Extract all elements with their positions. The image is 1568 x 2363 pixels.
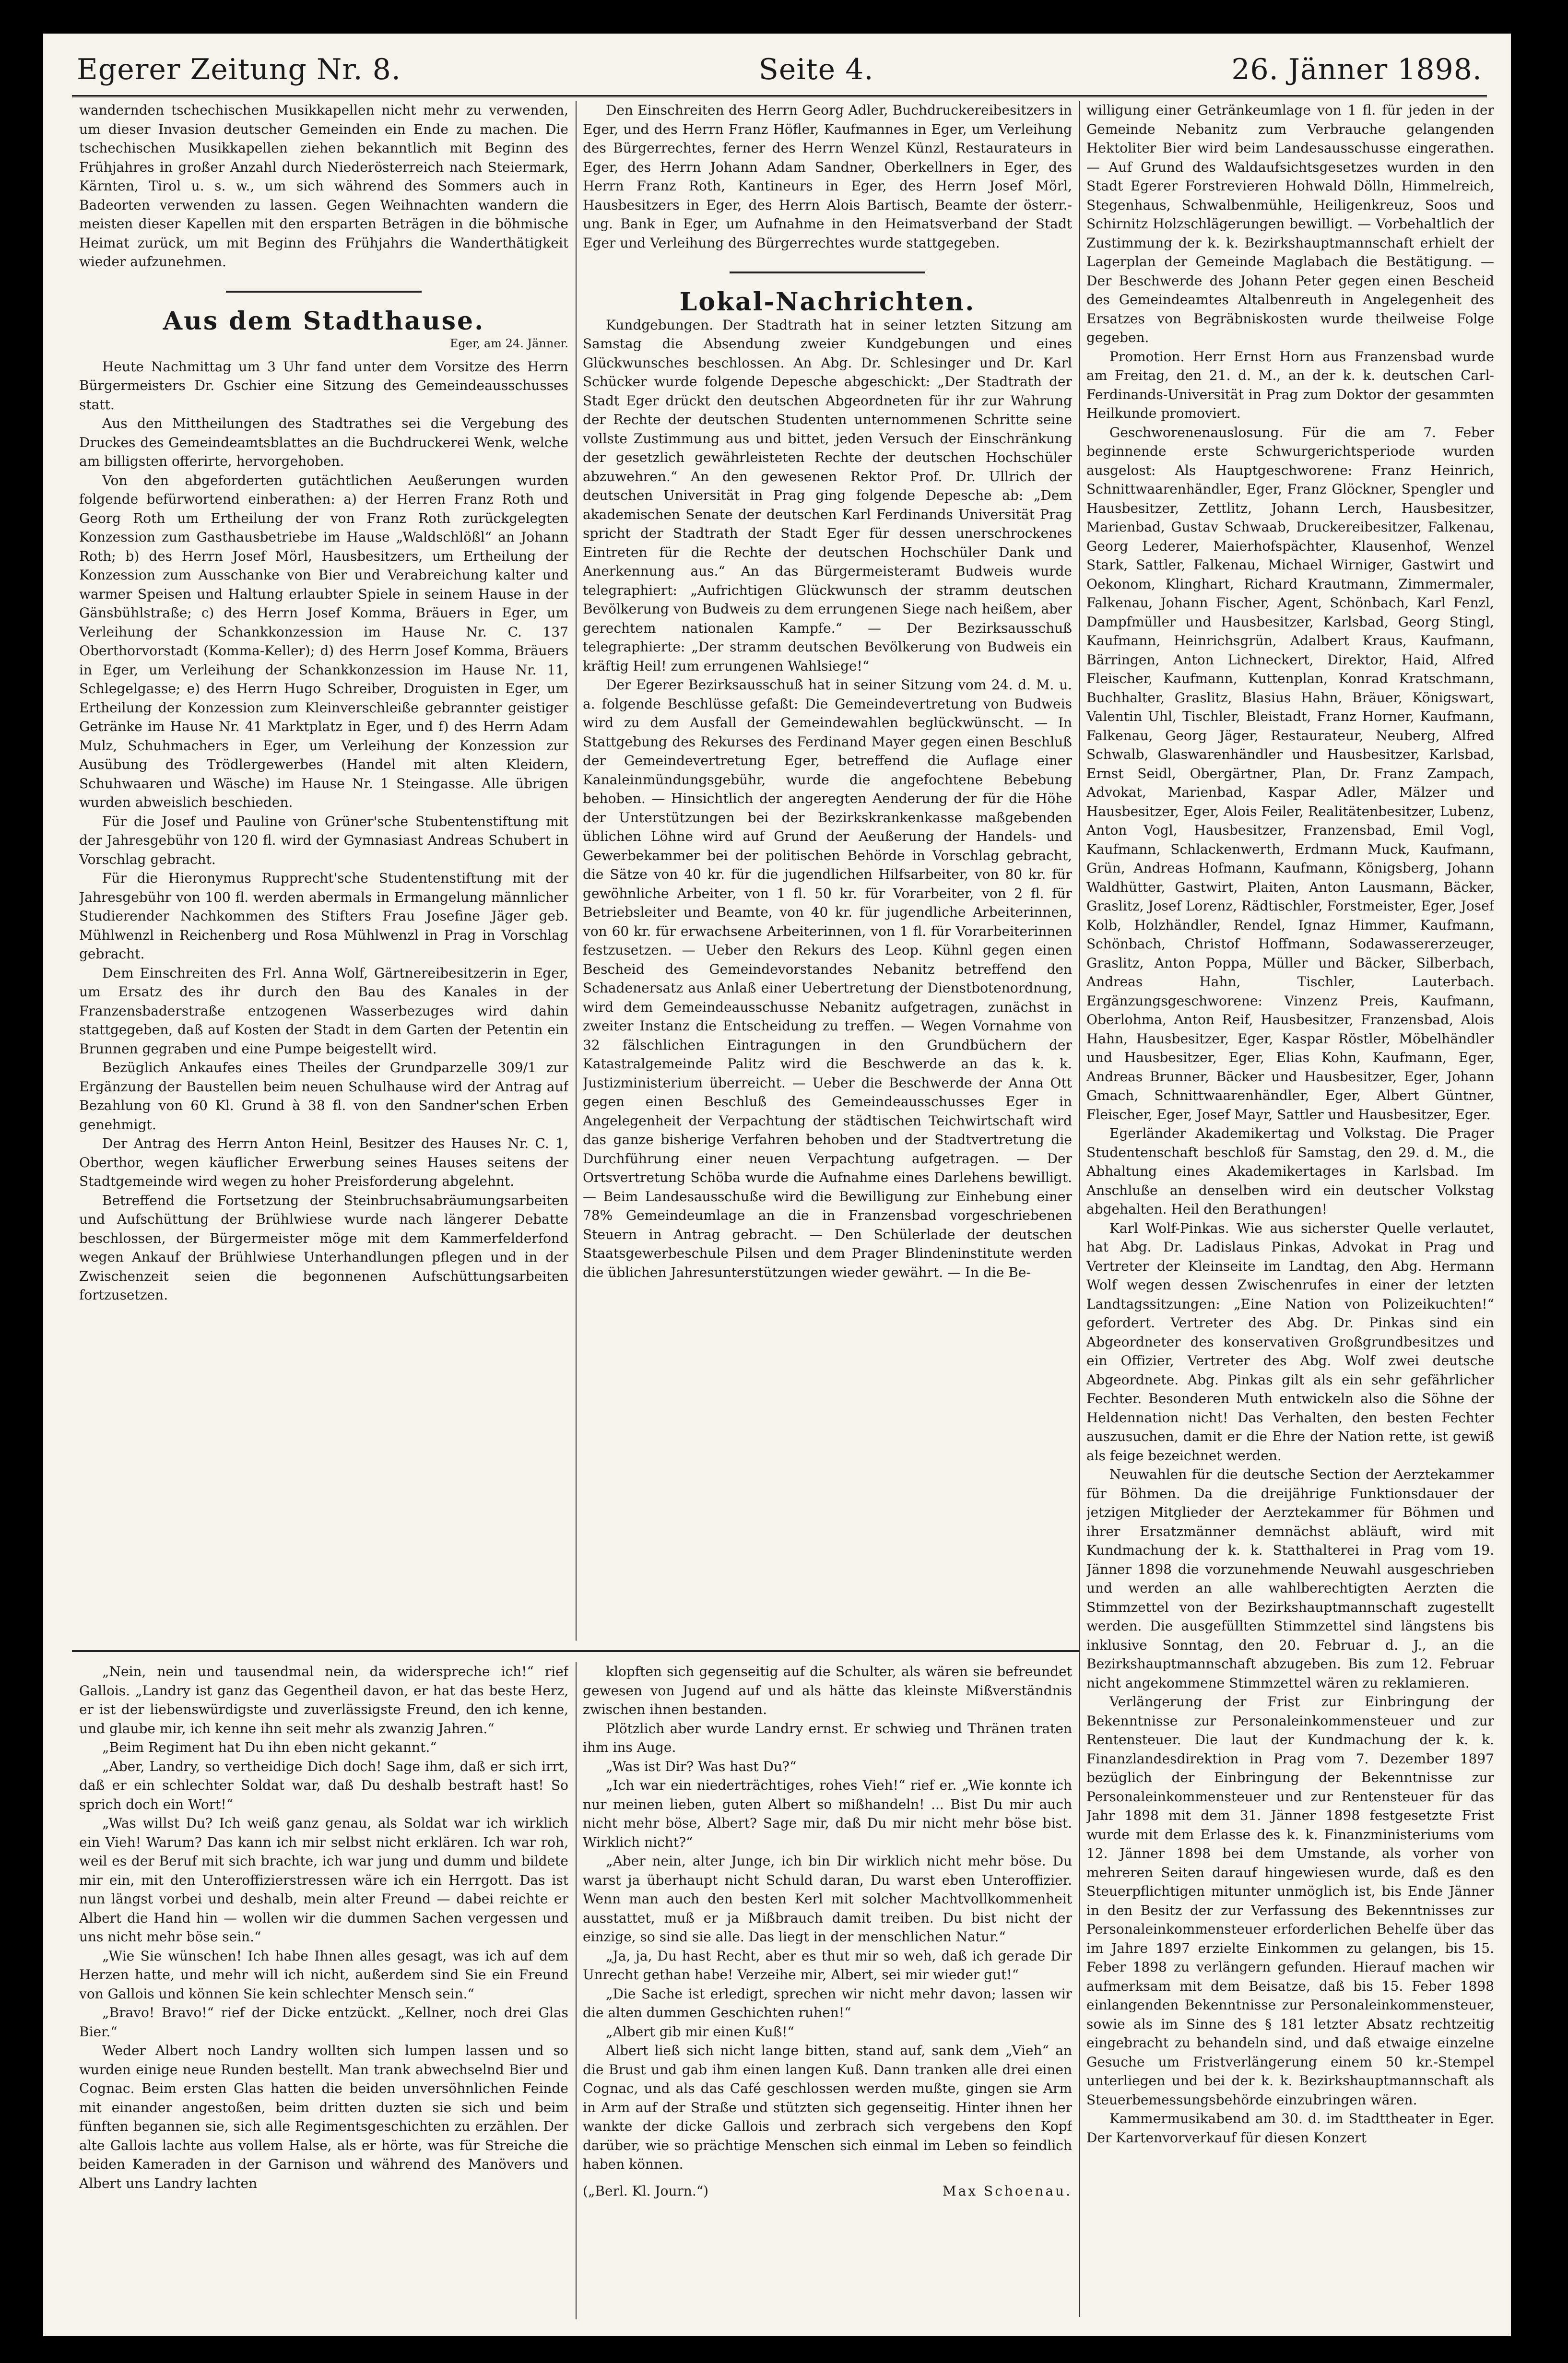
issue-date: 26. Jänner 1898. (1231, 53, 1482, 86)
paragraph: Von den abgeforderten gutächtlichen Aeußerungen wurden folgende befürwortend einberathen: a) der Herren Franz Roth und Georg Roth um Ertheilung der von Franz Roth zurückgelegten Konzession zum Gasthausbetriebe im Hause „Waldschlößl“ an Johann Roth; b) des Herrn Josef Mörl, Hausbesitzers, um Ertheilung der Konzession zum Ausschanke von Bier und Verabreichung kalter und warmer Speisen und Haltung erlaubter Spiele in seinem Hause in der Gänsbühlstraße; c) des Herrn Josef Komma, Bräuers in Eger, um Verleihung der Schankkonzession im Hause Nr. C. 137 Oberthorvorstadt (Komma-Keller); d) des Herrn Josef Komma, Bräuers in Eger, um Verleihung der Schankkonzession im Hause Nr. 11, Schlegelgasse; e) des Herrn Hugo Schreiber, Droguisten in Eger, um Ertheilung der Konzession zum Kleinverschleiße gebrannter geistiger Getränke im Hause Nr. 41 Marktplatz in Eger, und f) des Herrn Adam Mulz, Schuhmachers in Eger, um Verleihung der Konzession zur Ausübung des Trödlergewerbes (Handel mit alten Kleidern, Schuhwaaren und Wäsche) im Hause Nr. 1 Steingasse. Alle übrigen wurden abweislich beschieden. (79, 472, 568, 810)
paragraph: Kundgebungen. Der Stadtrath hat in seiner letzten Sitzung am Samstag die Absendung zweier Kundgebungen und eines Glückwunsches beschlossen. An Abg. Dr. Schlesinger und Dr. Karl Schücker wurde folgende Depesche abgeschickt: „Der Stadtrath der Stadt Eger drückt den deutschen Abgeordneten für ihr zur Wahrung der Rechte der deutschen Studenten unternommenen Schritte seine vollste Zustimmung aus und bittet, jeden Versuch der Einschränkung der gesetzlich gewährleisteten Rechte der deutschen Hochschüler abzuwehren.“ An den gewesenen Rektor Prof. Dr. Ullrich der deutschen Universität in Prag ging folgende Depesche ab: „Dem akademischen Senate der deutschen Karl Ferdinands Universität Prag spricht der Stadtrath der Stadt Eger für dessen unerschrockenes Eintreten für die Rechte der deutschen Hochschüler Dank und Anerkennung aus.“ An das Bürgermeisteramt Budweis wurde telegraphiert: „Aufrichtigen Glückwunsch der stramm deutschen Bevölkerung von Budweis zu dem errungenen Siege nach heißem, aber gerechtem nationalen Kampfe.“ — Der Bezirksausschuß telegraphierte: „Der stramm deutschen Bevölkerung von Budweis ein kräftig Heil! zum errungenen Wahlsiege!“ (583, 317, 1072, 674)
feuilleton-paragraph: „Wie Sie wünschen! Ich habe Ihnen alles gesagt, was ich auf dem Herzen hatte, und mehr will ich nicht, außerdem sind Sie ein Freund von Gallois und können Sie kein schlechter Mensch sein.“ (79, 1948, 568, 2002)
article-separator (226, 291, 422, 293)
feuilleton-paragraph: Plötzlich aber wurde Landry ernst. Er schwieg und Thränen traten ihm ins Auge. (583, 1720, 1072, 1755)
dateline: Eger, am 24. Jänner. (449, 337, 568, 350)
paragraph: Verlängerung der Frist zur Einbringung der Bekenntnisse zur Personaleinkommensteuer und zur Rentensteuer. Die laut der Kundmachung der k. k. Finanzlandesdirektion in Prag vom 7. Dezember 1897 bezüglich der Einbringung der Bekenntnisse zur Personaleinkommensteuer und zur Rentensteuer für das Jahr 1898 mit dem 31. Jänner 1898 festgesetzte Frist wurde mit dem Erlasse des k. k. Finanzministeriums vom 12. Jänner 1898 bei dem Umstande, als vorher von mehreren Seiten darauf hingewiesen wurde, daß es den Steuerpflichtigen mitunter unmöglich ist, bis Ende Jänner in den Besitz der zur Verfassung des Bekenntnisses zur Personaleinkommensteuer erforderlichen Behelfe über das im Jahre 1897 erzielte Einkommen zu gelangen, bis 15. Feber 1898 zu verlängern gefunden. Hierauf machen wir aufmerksam mit dem Beisatze, daß bis 15. Feber 1898 einlangenden Bekenntnisse zur Personaleinkommensteuer, sowie als im Sinne des § 181 letzter Absatz rechtzeitig eingebracht zu behandeln sind, und daß etwaige einzelne Gesuche um Fristverlängerung einem 50 kr.-Stempel unterliegen und bei der k. k. Bezirkshauptmannschaft als Steuerbemessungsbehörde einzubringen wären. (1086, 1694, 1494, 2108)
paragraph: Heute Nachmittag um 3 Uhr fand unter dem Vorsitze des Herrn Bürgermeisters Dr. Gschier eine Sitzung des Gemeindeausschusses statt. (79, 358, 568, 413)
feuilleton-rule (72, 1650, 1079, 1652)
feuilleton-paragraph: „Aber, Landry, so vertheidige Dich doch! Sage ihm, daß er sich irrt, daß er ein schlechter Soldat war, daß Du deshalb bestraft hast! So sprich doch ein Wort!“ (79, 1758, 568, 1812)
paragraph: Für die Josef und Pauline von Grüner'sche Stubentenstiftung mit der Jahresgebühr von 120 fl. wird der Gymnasiast Andreas Schubert in Vorschlag gebracht. (79, 813, 568, 867)
feuilleton-paragraph: klopften sich gegenseitig auf die Schulter, als wären sie befreundet gewesen von Jugend auf und als hätte das kleinste Mißverständnis zwischen ihnen bestanden. (583, 1664, 1072, 1717)
paragraph: Neuwahlen für die deutsche Section der Aerztekammer für Böhmen. Da die dreijährige Funktionsdauer der jetzigen Mitglieder der Aerztekammer für Böhmen und ihrer Ersatzmänner demnächst abläuft, wird mit Kundmachung der k. k. Statthalterei in Prag vom 19. Jänner 1898 die vorzunehmende Neuwahl ausgeschrieben und werden an alle wahlberechtigten Aerzten die Stimmzettel von der Bezirkshauptmannschaft zugestellt werden. Die ausgefüllten Stimmzettel sind längstens bis inklusive Sonntag, den 20. Februar d. J., an die Bezirkshauptmannschaft abzugeben. Bis zum 12. Februar nicht angekommene Stimmzettel wären zu reklamieren. (1086, 1466, 1494, 1691)
paragraph: Betreffend die Fortsetzung der Steinbruchsabräumungsarbeiten und Aufschüttung der Brühlwiese wurde nach längerer Debatte beschlossen, der Bürgermeister möge mit dem Kammerfelderfond wegen Ankauf der Brühlwiese Unterhandlungen pflegen und in der Zwischenzeit seien die begonnenen Aufschüttungsarbeiten fortzusetzen. (79, 1192, 568, 1303)
feuilleton-column-2 (583, 1662, 1072, 2319)
paragraph: Für die Hieronymus Rupprecht'sche Studentenstiftung mit der Jahresgebühr von 100 fl. werden abermals in Ermangelung männlicher Studierender Nachkommen des Stifters Frau Josefine Jäger geb. Mühlwenzl in Reichenberg und Rosa Mühlwenzl in Prag in Vorschlag gebracht. (79, 870, 568, 962)
paragraph: Promotion. Herr Ernst Horn aus Franzensbad wurde am Freitag, den 21. d. M., an der k. k. deutschen Carl-Ferdinands-Universität in Prag zum Doktor der gesammten Heilkunde promoviert. (1086, 348, 1494, 421)
feuilleton-paragraph: Albert ließ sich nicht lange bitten, stand auf, sank dem „Vieh“ an die Brust und gab ihm einen langen Kuß. Dann tranken alle drei einen Cognac, und als das Café geschlossen werden mußte, gingen sie Arm in Arm auf der Straße und stützten sich gegenseitig. Hinter ihnen her wankte der dicke Gallois und zerbrach sich vergebens den Kopf darüber, wie so prächtige Menschen sich einmal im Leben so feindlich haben können. (583, 2043, 1072, 2172)
column-rule (576, 1662, 577, 2319)
feuilleton-paragraph: „Was willst Du? Ich weiß ganz genau, als Soldat war ich wirklich ein Vieh! Warum? Das kann ich mir selbst nicht erklären. Ich war roh, weil es der Beruf mit sich brachte, ich war jung und dumm und bildete mir ein, mit den Unteroffizierstressen wäre ich ein Herrgott. Das ist nun längst vorbei und deshalb, mein alter Freund — dabei reichte er Albert die Hand hin — wollen wir die dummen Sachen vergessen und uns nicht mehr böse sein.“ (79, 1815, 568, 1945)
newspaper-page (43, 34, 1511, 2336)
feuilleton-paragraph: „Ich war ein niederträchtiges, rohes Vieh!“ rief er. „Wie konnte ich nur meinen lieben, guten Albert so mißhandeln! ... Bist Du mir auch nicht mehr böse, Albert? Sage mir, daß Du mir nicht mehr böse bist. Wirklich nicht?“ (583, 1777, 1072, 1850)
feuilleton-paragraph: „Beim Regiment hat Du ihn eben nicht gekannt.“ (102, 1739, 437, 1755)
paragraph: Der Antrag des Herrn Anton Heinl, Besitzer des Hauses Nr. C. 1, Oberthor, wegen käuflicher Erwerbung seines Hauses seitens der Stadtgemeinde wird wegen zu hoher Preisforderung abgelehnt. (79, 1135, 568, 1189)
column-1 (79, 101, 568, 1641)
column-3 (1086, 101, 1494, 2317)
feuilleton-paragraph: „Nein, nein und tausendmal nein, da widerspreche ich!“ rief Gallois. „Landry ist ganz das Gegentheil davon, er hat das beste Herz, er ist der liebenswürdigste und zuverlässigste Freund, den ich kenne, und glaube mir, ich kenne ihn seit mehr als zwanzig Jahren.“ (79, 1664, 568, 1737)
paragraph: Egerländer Akademikertag und Volkstag. Die Prager Studentenschaft beschloß für Samstag, den 29. d. M., die Abhaltung eines Akademikertages in Karlsbad. Im Anschluße an denselben wird ein deutscher Volkstag abgehalten. Heil den Berathungen! (1086, 1125, 1494, 1217)
page-header (77, 48, 1482, 91)
article-separator (730, 272, 925, 273)
column-rule (1079, 101, 1080, 2317)
newspaper-title: Egerer Zeitung Nr. 8. (77, 53, 401, 86)
column-rule (576, 101, 577, 1641)
feuilleton-paragraph: Weder Albert noch Landry wollten sich lumpen lassen und so wurden einige neue Runden bestellt. Man trank abwechselnd Bier und Cognac. Beim ersten Glas hatten die beiden unversöhnlichen Feinde mit einander angestoßen, beim dritten duzten sie sich und beim fünften begannen sie, sich alle Regimentsgeschichten zu erzählen. Der alte Gallois lachte aus vollem Halse, als er hörte, was für Streiche die beiden Kameraden in der Garnison und während des Manövers und Albert uns Landry lachten (79, 2043, 568, 2191)
feuilleton-paragraph: „Was ist Dir? Was hast Du?“ (606, 1758, 797, 1774)
paragraph: Bezüglich Ankaufes eines Theiles der Grundparzelle 309/1 zur Ergänzung der Baustellen beim neuen Schulhause wird der Antrag auf Bezahlung von 60 Kl. Grund à 38 fl. von den Sandner'schen Erben genehmigt. (79, 1060, 568, 1133)
paragraph: Dem Einschreiten des Frl. Anna Wolf, Gärtnereibesitzerin in Eger, um Ersatz des ihr durch den Bau des Kanales in der Franzensbaderstraße entzogenen Wasserbezuges wird dahin stattgegeben, daß auf Kosten der Stadt in dem Garten der Petentin ein Brunnen gegraben und eine Pumpe beigestellt wird. (79, 965, 568, 1057)
feuilleton-paragraph: „Bravo! Bravo!“ rief der Dicke entzückt. „Kellner, noch drei Glas Bier.“ (79, 2005, 568, 2040)
section-title-stadthause: Aus dem Stadthause. (163, 306, 485, 336)
feuilleton-paragraph: „Die Sache ist erledigt, sprechen wir nicht mehr davon; lassen wir die alten dummen Geschichten ruhen!“ (583, 1985, 1072, 2020)
section-title-lokal: Lokal-Nachrichten. (679, 287, 976, 317)
paragraph: Kammermusikabend am 30. d. im Stadttheater in Eger. Der Kartenvorverkauf für diesen Konzert (1086, 2111, 1494, 2146)
header-rule (72, 95, 1487, 97)
feuilleton-column-1 (79, 1662, 568, 2319)
paragraph: Der Egerer Bezirksausschuß hat in seiner Sitzung vom 24. d. M. u. a. folgende Beschlüsse gefaßt: Die Gemeindevertretung von Budweis wird zu dem Ausfall der Gemeindewahlen beglückwünscht. — In Stattgebung des Rekurses des Ferdinand Mayer gegen einen Beschluß der Gemeindevertretung Eger, betreffend die Auflage einer Kanaleinmündungsgebühr, wurde die angefochtene Bebebung behoben. — Hinsichtlich der angeregten Aenderung der für die Höhe der Unterstützungen bei der Bezirkskrankenkasse maßgebenden üblichen Löhne wird auf Grund der Aeußerung der Handels- und Gewerbekammer bei der politischen Behörde in Vorschlag gebracht, die Sätze von 40 kr. für die jugendlichen Hilfsarbeiter, von 80 kr. für gewöhnliche Arbeiter, von 1 fl. 50 kr. für Vorarbeiter, von 2 fl. für Betriebsleiter und Beamte, von 40 kr. für jugendliche Arbeiterinnen, von 60 kr. für erwachsene Arbeiterinnen, von 1 fl. für Vorarbeiterinnen festzusetzen. — Ueber den Rekurs des Leop. Kühnl gegen einen Bescheid des Gemeindevorstandes Nebanitz betreffend den Schadenersatz aus Anlaß einer Uebertretung der Dienstbotenordnung, wird dem Gemeindeausschusse Nebanitz aufgetragen, zunächst in zweiter Instanz die Entscheidung zu treffen. — Wegen Vornahme von 32 fälschlichen Eintragungen in den Grundbüchern der Katastralgemeinde Palitz wird die Beschwerde an das k. k. Justizministerium überreicht. — Ueber die Beschwerde der Anna Ott gegen einen Beschluß des Gemeindeausschusses Eger in Angelegenheit der Verpachtung der städtischen Teichwirtschaft wird das ganze bisherige Verfahren behoben und der Stadtvertretung die Durchführung einer neuen Verpachtung aufgetragen. — Der Ortsvertretung Schöba wurde die Aufnahme eines Darlehens bewilligt. — Beim Landesausschuße wird die Bewilligung zur Einhebung einer 78% Gemeindeumlage an die in Franzensbad vorgeschriebenen Steuern in Antrag gebracht. — Den Schülerlade der deutschen Staatsgewerbeschule Pilsen und dem Prager Blindeninstitute werden die üblichen Jahresunterstützungen wieder gewährt. — In die Be- (583, 677, 1072, 1280)
feuilleton-paragraph: „Ja, ja, Du hast Recht, aber es thut mir so weh, daß ich gerade Dir Unrecht gethan habe! Verzeihe mir, Albert, sei mir wieder gut!“ (583, 1948, 1072, 1983)
paragraph: willigung einer Getränkeumlage von 1 fl. für jeden in der Gemeinde Nebanitz zum Verbrauche gelangenden Hektoliter Bier wird beim Landesausschusse eingerathen. — Auf Grund des Waldaufsichtsgesetzes wurden in den Stadt Egerer Forstrevieren Hohwald Dölln, Himmelreich, Stegenhaus, Schwalbenmühle, Heiligenkreuz, Soos und Schirnitz Holzschlägerungen bewilligt. — Vorbehaltlich der Zustimmung der k. k. Bezirkshauptmannschaft erhielt der Lagerplan der Gemeinde Maglabach die Bestätigung. — Der Beschwerde des Johann Peter gegen einen Bescheid des Gemeindeamtes Altalbenreuth in Angelegenheit des Ersatzes von Begräbniskosten wurde theilweise Folge gegeben. (1086, 102, 1494, 345)
column-2 (583, 101, 1072, 1641)
feuilleton-author: Max Schoenau. (942, 2183, 1072, 2199)
paragraph: Aus den Mittheilungen des Stadtrathes sei die Vergebung des Druckes des Gemeindeamtsblattes an die Buchdruckerei Wenk, welche am billigsten offerirte, hervorgehoben. (79, 415, 568, 469)
feuilleton-byline (583, 2182, 1072, 2201)
feuilleton-paragraph: „Aber nein, alter Junge, ich bin Dir wirklich nicht mehr böse. Du warst ja überhaupt nicht Schuld daran, Du warst eben Unteroffizier. Wenn man auch den besten Kerl mit solcher Machtvollkommenheit ausstattet, muß er ja Mißbrauch damit treiben. Du bist nicht der einzige, so sind sie alle. Das liegt in der menschlichen Natur.“ (583, 1853, 1072, 1945)
feuilleton-paragraph: „Albert gib mir einen Kuß!“ (606, 2023, 794, 2040)
feuilleton-source: („Berl. Kl. Journ.“) (583, 2183, 709, 2199)
article-continuation: wandernden tschechischen Musikkapellen nicht mehr zu verwenden, um dieser Invasion deutscher Gemeinden ein Ende zu machen. Die tschechischen Musikkapellen ziehen bekanntlich mit Beginn des Frühjahres in großer Anzahl durch Niederösterreich nach Steiermark, Kärnten, Tirol u. s. w., um sich während des Sommers auch in Badeorten verwenden zu lassen. Gegen Weihnachten wandern die meisten dieser Kapellen mit den ersparten Beträgen in die böhmische Heimat zurück, um mit Beginn des Frühjahrs die Wanderthätigkeit wieder aufzunehmen. (79, 102, 568, 270)
page-number: Seite 4. (758, 53, 874, 86)
paragraph: Karl Wolf-Pinkas. Wie aus sicherster Quelle verlautet, hat Abg. Dr. Ladislaus Pinkas, Advokat in Prag und Vertreter der Kleinseite im Landtag, den Abg. Hermann Wolf wegen dessen Zwischenrufes in einer der letzten Landtagssitzungen: „Eine Nation von Polizeikuchten!“ gefordert. Vertreter des Abg. Dr. Pinkas sind ein Abgeordneter des konservativen Großgrundbesitzes und ein Offizier, Vertreter des Abg. Wolf zwei deutsche Abgeordnete. Abg. Pinkas gilt als ein sehr gefährlicher Fechter. Besonderen Muth entwickeln also die Söhne der Heldennation nicht! Das Verhalten, den besten Fechter auszusuchen, damit er die Ehre der Nation rette, ist gewiß als feige bezeichnet werden. (1086, 1220, 1494, 1464)
paragraph: Den Einschreiten des Herrn Georg Adler, Buchdruckereibesitzers in Eger, und des Herrn Franz Höfler, Kaufmannes in Eger, um Verleihung des Bürgerrechtes, ferner des Herrn Wenzel Künzl, Restaurateurs in Eger, des Herrn Johann Adam Sandner, Oberkellners in Eger, des Herrn Franz Roth, Kantineurs in Eger, des Herrn Josef Mörl, Hausbesitzers in Eger, des Herrn Alois Bartisch, Beamte der österr.-ung. Bank in Eger, um Aufnahme in den Heimatsverband der Stadt Eger und Verleihung des Bürgerrechtes wurde stattgegeben. (583, 102, 1072, 251)
paragraph: Geschworenenauslosung. Für die am 7. Feber beginnende erste Schwurgerichtsperiode wurden ausgelost: Als Hauptgeschworene: Franz Heinrich, Schnittwaarenhändler, Eger, Franz Glöckner, Spengler und Hausbesitzer, Zettlitz, Johann Lerch, Hausbesitzer, Marienbad, Gustav Schwaab, Druckereibesitzer, Falkenau, Georg Lederer, Maierhofspächter, Klausenhof, Wenzel Stark, Sattler, Falkenau, Michael Wirniger, Gastwirt und Oekonom, Klinghart, Richard Krautmann, Zimmermaler, Falkenau, Johann Fischer, Agent, Schönbach, Karl Fenzl, Dampfmüller und Hausbesitzer, Karlsbad, Georg Stingl, Kaufmann, Heinrichsgrün, Adalbert Kraus, Kaufmann, Bärringen, Anton Lichneckert, Direktor, Haid, Alfred Fleischer, Kaufmann, Kuttenplan, Konrad Kratschmann, Buchhalter, Graslitz, Blasius Hahn, Bräuer, Königswart, Valentin Uhl, Tischler, Bleistadt, Franz Horner, Kaufmann, Falkenau, Georg Jäger, Restaurateur, Neuberg, Alfred Schwalb, Glaswarenhändler und Hausbesitzer, Karlsbad, Ernst Seidl, Obergärtner, Plan, Dr. Franz Zampach, Advokat, Marienbad, Kaspar Adler, Mälzer und Hausbesitzer, Eger, Alois Feiler, Realitätenbesitzer, Lubenz, Anton Vogl, Hausbesitzer, Franzensbad, Emil Vogl, Kaufmann, Schlackenwerth, Erdmann Muck, Kaufmann, Grün, Andreas Hofmann, Kaufmann, Königsberg, Johann Waldhütter, Gastwirt, Plaiten, Anton Lausmann, Bäcker, Graslitz, Josef Lorenz, Rädtischler, Forstmeister, Eger, Josef Kolb, Holzhändler, Rendel, Ignaz Himmer, Kaufmann, Schönbach, Christof Hoffmann, Sodawassererzeuger, Graslitz, Anton Poppa, Müller und Bäcker, Silberbach, Andreas Hahn, Tischler, Lauterbach. Ergänzungsgeschworene: Vinzenz Preis, Kaufmann, Oberlohma, Anton Reif, Hausbesitzer, Franzensbad, Alois Hahn, Hausbesitzer, Eger, Kaspar Röstler, Möbelhändler und Hausbesitzer, Eger, Elias Kohn, Kaufmann, Eger, Andreas Brunner, Bäcker und Hausbesitzer, Eger, Johann Gmach, Schnittwaarenhändler, Eger, Albert Güntner, Fleischer, Eger, Josef Mayr, Sattler und Hausbesitzer, Eger. (1086, 424, 1494, 1122)
